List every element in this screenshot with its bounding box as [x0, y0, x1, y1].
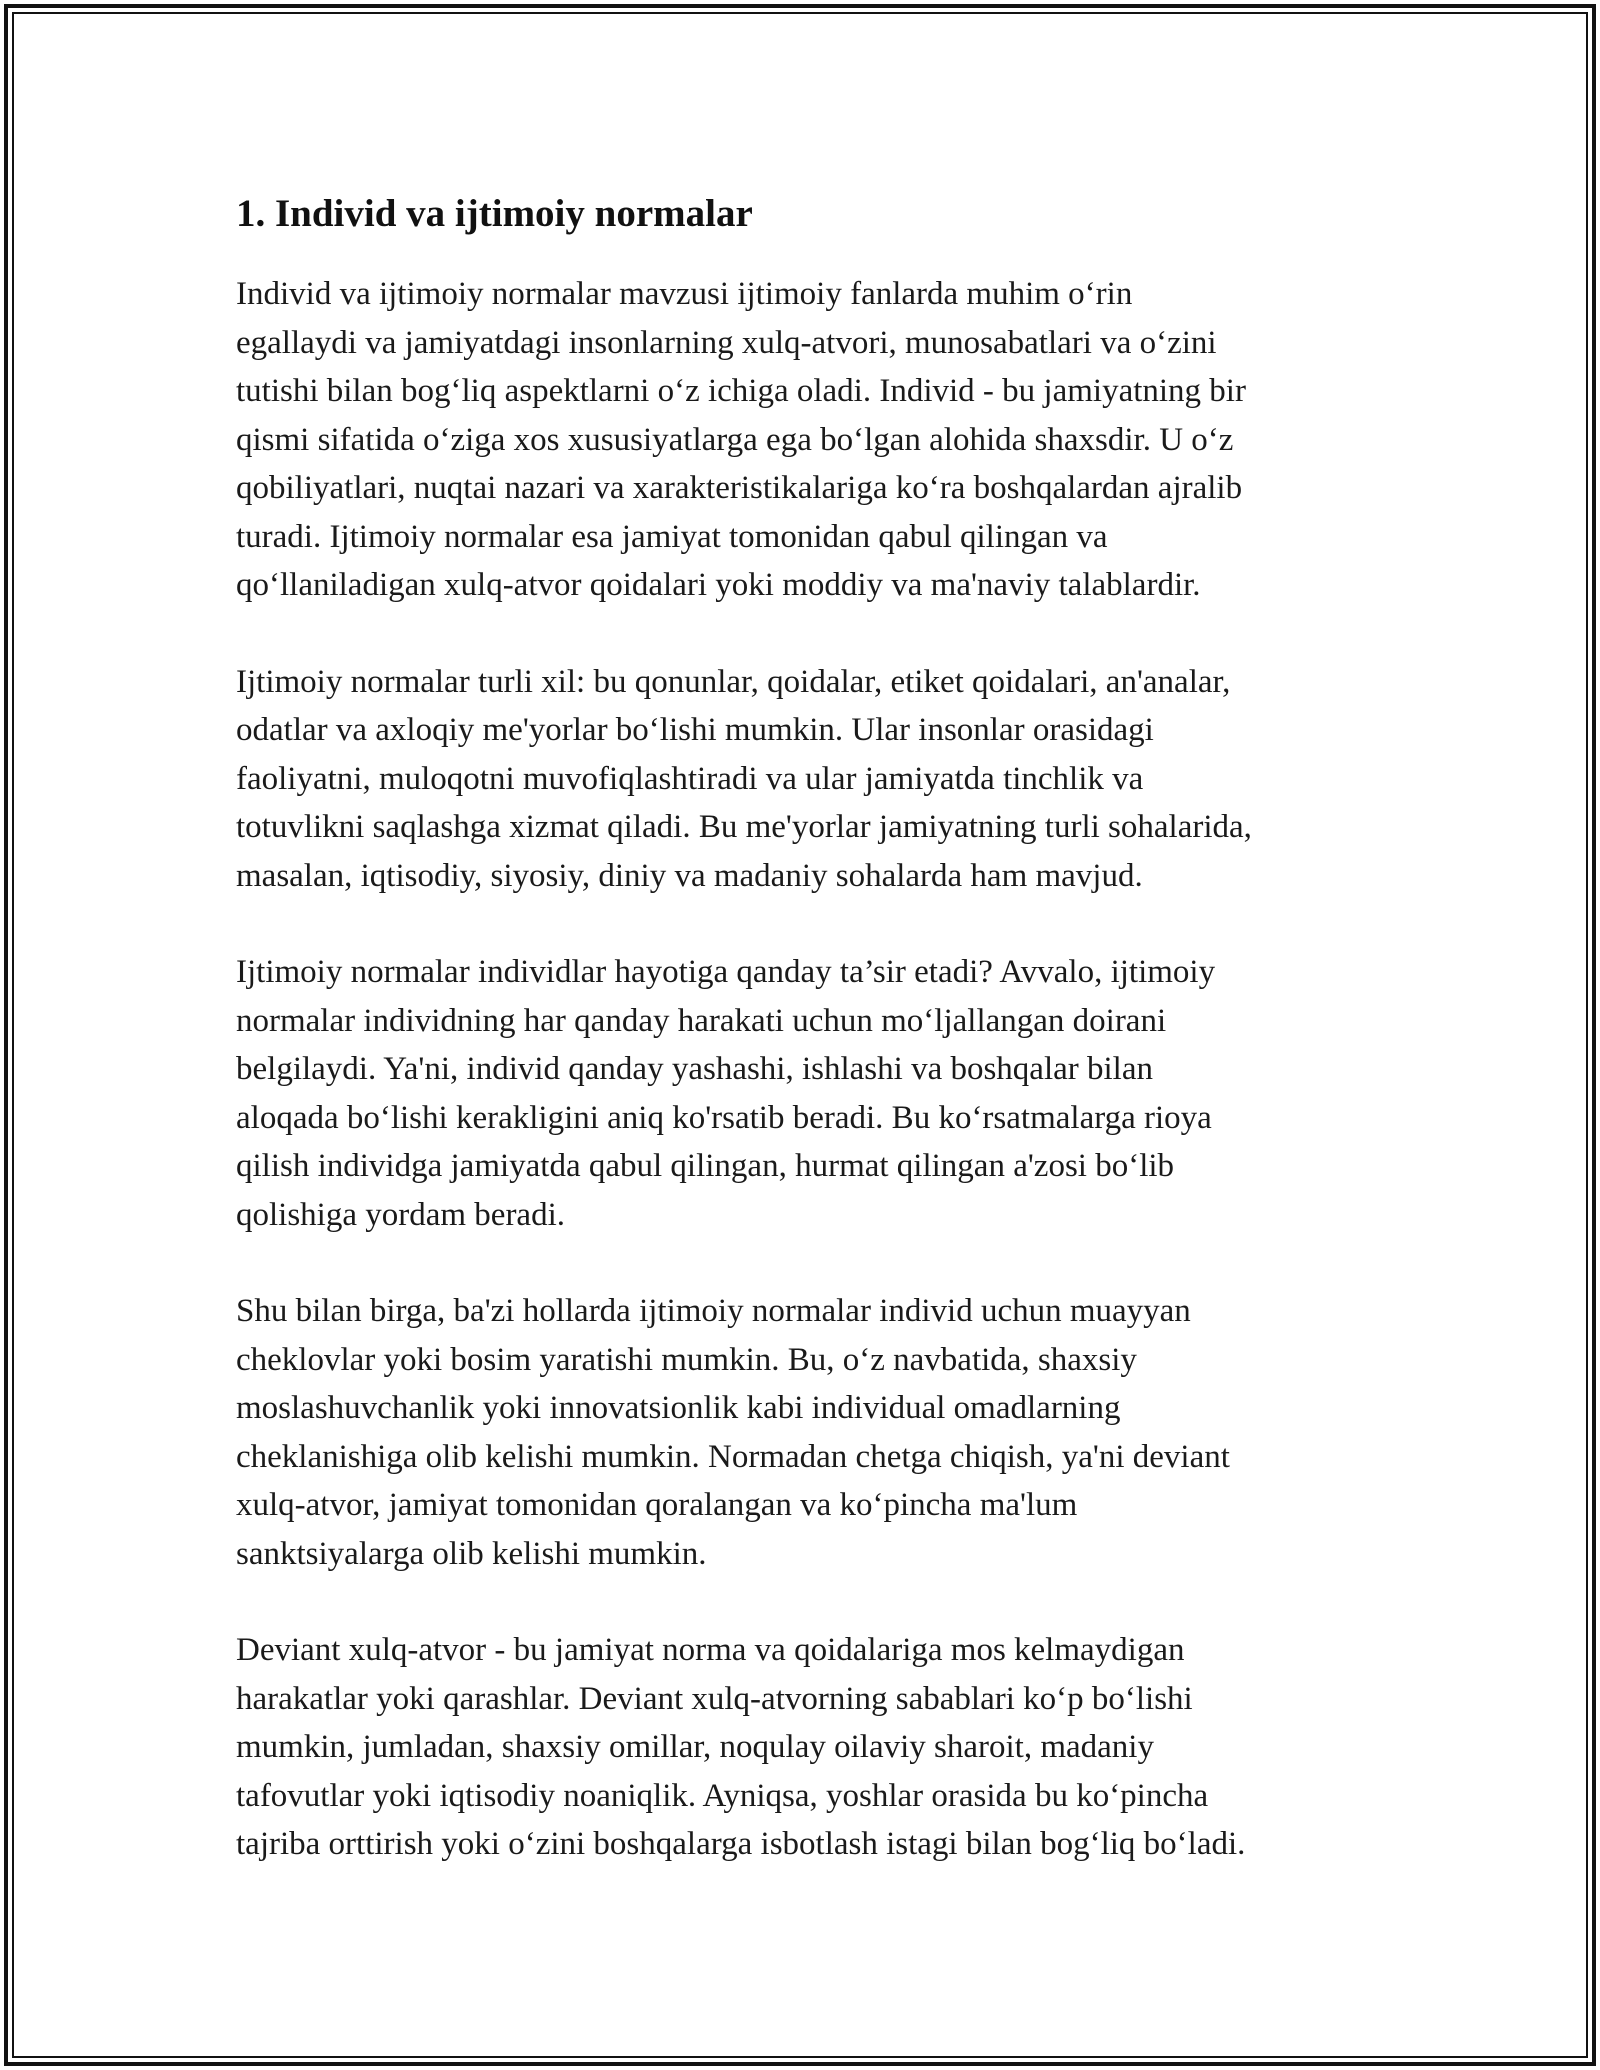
- document-body: [236, 186, 1376, 1917]
- text-line: qilish individga jamiyatda qabul qilingan, hurmat qilingan a'zosi bo‘lib: [236, 1148, 1175, 1184]
- text-line: tajriba orttirish yoki o‘zini boshqalarga isbotlash istagi bilan bog‘liq bo‘ladi.: [236, 1826, 1246, 1862]
- paragraph-1: [236, 270, 1376, 610]
- text-line: qo‘llaniladigan xulq-atvor qoidalari yoki moddiy va ma'naviy talablardir.: [236, 567, 1201, 603]
- text-line: tutishi bilan bog‘liq aspektlarni o‘z ichiga oladi. Individ - bu jamiyatning bir: [236, 373, 1246, 409]
- text-line: xulq-atvor, jamiyat tomonidan qoralangan va ko‘pincha ma'lum: [236, 1487, 1078, 1523]
- text-line: faoliyatni, muloqotni muvofiqlashtiradi va ular jamiyatda tinchlik va: [236, 760, 1144, 797]
- text-line: qobiliyatlari, nuqtai nazari va xarakteristikalariga ko‘ra boshqalardan ajralib: [236, 470, 1243, 506]
- text-line: mumkin, jumladan, shaxsiy omillar, noqulay oilaviy sharoit, madaniy: [236, 1729, 1154, 1765]
- paragraph-5: [236, 1626, 1376, 1869]
- text-line: qolishiga yordam beradi.: [236, 1196, 566, 1233]
- text-line: Individ va ijtimoiy normalar mavzusi ijtimoiy fanlarda muhim o‘rin: [236, 276, 1133, 312]
- paragraph-4: [236, 1287, 1376, 1578]
- text-line: aloqada bo‘lishi kerakligini aniq ko'rsatib beradi. Bu ko‘rsatmalarga rioya: [236, 1099, 1212, 1136]
- text-line: sanktsiyalarga olib kelishi mumkin.: [236, 1535, 707, 1572]
- text-line: harakatlar yoki qarashlar. Deviant xulq-atvorning sabablari ko‘p bo‘lishi: [236, 1680, 1193, 1717]
- text-line: moslashuvchanlik yoki innovatsionlik kabi individual omadlarning: [236, 1390, 1121, 1426]
- text-line: normalar individning har qanday harakati uchun mo‘ljallangan doirani: [236, 1002, 1167, 1039]
- paragraph-3: [236, 948, 1376, 1239]
- text-line: turadi. Ijtimoiy normalar esa jamiyat tomonidan qabul qilingan va: [236, 518, 1108, 555]
- section-heading: 1. Individ va ijtimoiy normalar: [236, 192, 753, 235]
- text-line: odatlar va axloqiy me'yorlar bo‘lishi mumkin. Ular insonlar orasidagi: [236, 712, 1154, 748]
- text-line: qismi sifatida o‘ziga xos xususiyatlarga ega bo‘lgan alohida shaxsdir. U o‘z: [236, 421, 1234, 458]
- paragraph-2: [236, 658, 1376, 901]
- text-line: cheklovlar yoki bosim yaratishi mumkin. Bu, o‘z navbatida, shaxsiy: [236, 1341, 1137, 1378]
- text-line: totuvlikni saqlashga xizmat qiladi. Bu me'yorlar jamiyatning turli sohalarida,: [236, 809, 1252, 845]
- text-line: masalan, iqtisodiy, siyosiy, diniy va madaniy sohalarda ham mavjud.: [236, 857, 1143, 894]
- text-line: cheklanishiga olib kelishi mumkin. Normadan chetga chiqish, ya'ni deviant: [236, 1438, 1230, 1475]
- text-line: Shu bilan birga, ba'zi hollarda ijtimoiy normalar individ uchun muayyan: [236, 1293, 1191, 1329]
- text-line: Ijtimoiy normalar individlar hayotiga qanday ta’sir etadi? Avvalo, ijtimoiy: [236, 954, 1216, 990]
- text-line: tafovutlar yoki iqtisodiy noaniqlik. Ayniqsa, yoshlar orasida bu ko‘pincha: [236, 1777, 1209, 1814]
- text-line: egallaydi va jamiyatdagi insonlarning xulq-atvori, munosabatlari va o‘zini: [236, 324, 1217, 361]
- text-line: belgilaydi. Ya'ni, individ qanday yashashi, ishlashi va boshqalar bilan: [236, 1051, 1153, 1087]
- text-line: Ijtimoiy normalar turli xil: bu qonunlar, qoidalar, etiket qoidalari, an'analar,: [236, 663, 1231, 700]
- text-line: Deviant xulq-atvor - bu jamiyat norma va qoidalariga mos kelmaydigan: [236, 1632, 1185, 1668]
